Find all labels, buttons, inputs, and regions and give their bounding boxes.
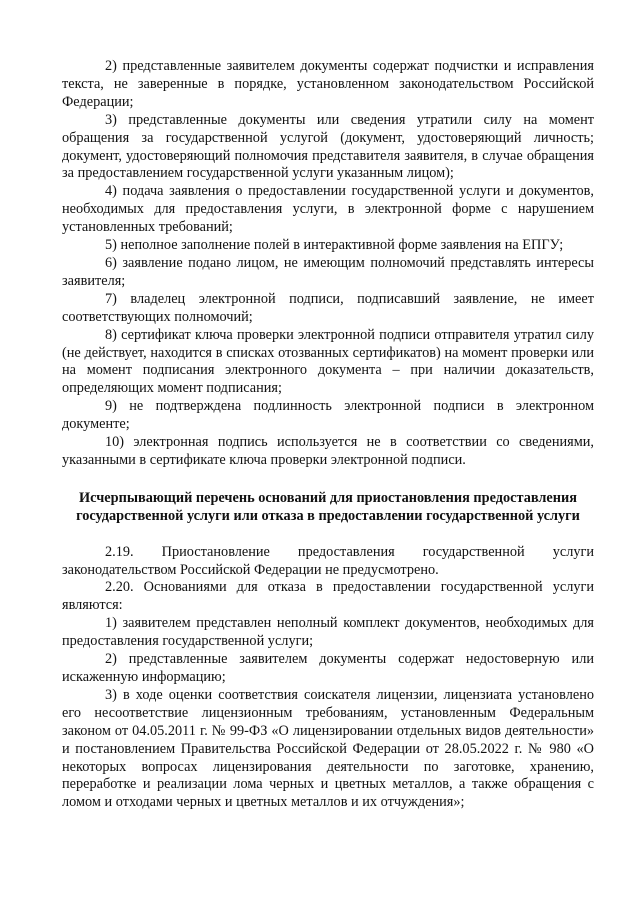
paragraph-2-19: 2.19. Приостановление предоставления государственной услуги законодательством Российской Федерации не предусмотрено.	[62, 543, 594, 578]
document-page	[62, 58, 594, 812]
list-item: 4) подача заявления о предоставлении государственной услуги и документов, необходимых для предоставления услуги, в электронной форме с нарушением установленных требований;	[62, 183, 594, 236]
list-item: 8) сертификат ключа проверки электронной подписи отправителя утратил силу (не действует, находится в списках отозванных сертификатов) на момент проверки или на момент подписания электронного документа – при наличии доказательств, определяющих момент подписания;	[62, 326, 594, 397]
list-item: 5) неполное заполнение полей в интерактивной форме заявления на ЕПГУ;	[105, 237, 564, 254]
list-item: 1) заявителем представлен неполный комплект документов, необходимых для предоставления государственной услуги;	[62, 615, 594, 650]
list-item: 2) представленные заявителем документы содержат недостоверную или искаженную информацию;	[62, 651, 594, 685]
list-item: 7) владелец электронной подписи, подписавший заявление, не имеет соответствующих полномочий;	[62, 290, 594, 325]
list-item: 3) в ходе оценки соответствия соискателя лицензии, лицензиата установлено его несоответствие лицензионным требованиям, установленным Федеральным законом от 04.05.2011 г. № 99-ФЗ «О лицензировании отдельных видов деятельности» и постановлением Правительства Российской Федерации от 28.05.2022 г. № 980 «О некоторых вопросах лицензирования деятельности по заготовке, хранению, переработке и реализации лома черных и цветных металлов, а также обращения с ломом и отходами черных и цветных металлов и их отчуждения»;	[62, 686, 594, 811]
list-item: 2) представленные заявителем документы содержат подчистки и исправления текста, не заверенные в порядке, установленном законодательством Российской Федерации;	[62, 58, 594, 110]
list-item: 3) представленные документы или сведения утратили силу на момент обращения за государственной услугой (документ, удостоверяющий личность; документ, удостоверяющий полномочия представителя заявителя, в случае обращения за предоставлением государственной услуги указанным лицом);	[62, 111, 594, 182]
list-item: 10) электронная подпись используется не в соответствии со сведениями, указанными в сертификате ключа проверки электронной подписи.	[62, 434, 594, 468]
section-heading: Исчерпывающий перечень оснований для приостановления предоставления государственной услуги или отказа в предоставлении государственной услуги	[76, 489, 580, 524]
paragraph-2-20: 2.20. Основаниями для отказа в предоставлении государственной услуги являются:	[62, 579, 594, 614]
list-item: 6) заявление подано лицом, не имеющим полномочий представлять интересы заявителя;	[62, 254, 594, 289]
list-item: 9) не подтверждена подлинность электронной подписи в электронном документе;	[62, 398, 594, 433]
